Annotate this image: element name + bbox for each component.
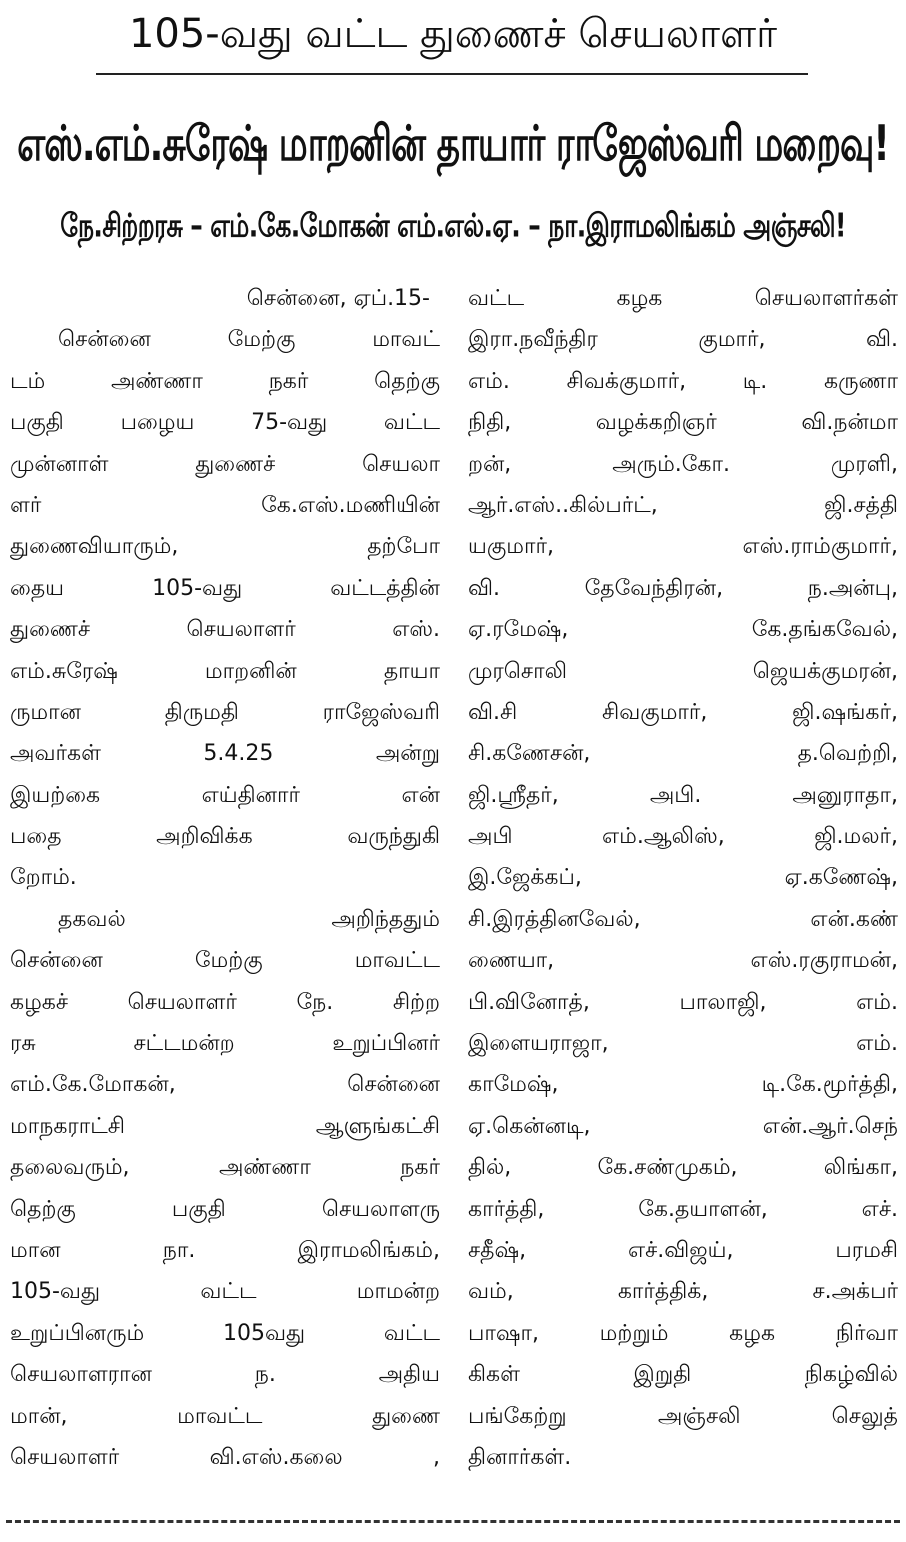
text-line: பதை அறிவிக்க வருந்துகி bbox=[10, 824, 440, 850]
text-line: சென்னை மேற்கு மாவட்ட bbox=[10, 948, 440, 974]
text-line: அபி எம்.ஆலிஸ், ஜி.மலர், bbox=[468, 824, 898, 850]
text-line: றோம். bbox=[10, 865, 77, 891]
text-line: ஏ.கென்னடி, என்.ஆர்.செந் bbox=[468, 1113, 898, 1139]
text-line: அவர்கள் 5.4.25 அன்று bbox=[10, 741, 440, 767]
text-line: மான நா. இராமலிங்கம், bbox=[10, 1237, 440, 1263]
right-column bbox=[468, 278, 898, 1478]
text-line: வி. தேவேந்திரன், ந.அன்பு, bbox=[468, 575, 898, 601]
text-line: வம், கார்த்திக், ச.அக்பர் bbox=[468, 1279, 898, 1305]
text-line: டம் அண்ணா நகர் தெற்கு bbox=[10, 368, 440, 394]
bottom-dashed-divider bbox=[6, 1520, 900, 1523]
text-line: வட்ட கழக செயலாளர்கள் bbox=[468, 286, 898, 311]
text-line: இரா.நவீந்திர குமார், வி. bbox=[468, 327, 898, 353]
text-line: எம். சிவக்குமார், டி. கருணா bbox=[468, 368, 898, 394]
text-line: ரசு சட்டமன்ற உறுப்பினர் bbox=[10, 1031, 440, 1057]
text-line: துணைச் செயலாளர் எஸ். bbox=[10, 617, 440, 643]
text-line: காமேஷ், டி.கே.மூர்த்தி, bbox=[468, 1072, 898, 1098]
text-line: துணைவியாரும், தற்போ bbox=[10, 534, 440, 560]
text-line: தெற்கு பகுதி செயலாளரு bbox=[10, 1196, 440, 1222]
text-line: சதீஷ், எச்.விஜய், பரமசி bbox=[468, 1237, 898, 1263]
text-line: றன், அரும்.கோ. முரளி, bbox=[468, 451, 898, 477]
text-line: தினார்கள். bbox=[468, 1444, 572, 1470]
text-line: உறுப்பினரும் 105வது வட்ட bbox=[10, 1320, 440, 1346]
text-line: வி.சி சிவகுமார், ஜி.ஷங்கர், bbox=[468, 699, 898, 725]
text-line: ஏ.ரமேஷ், கே.தங்கவேல், bbox=[468, 617, 898, 643]
kicker-line: 105-வது வட்ட துணைச் செயலாளர் bbox=[128, 11, 778, 57]
text-line: செயலாளரான ந. அதிய bbox=[10, 1362, 440, 1388]
text-line: எம்.சுரேஷ் மாறனின் தாயா bbox=[10, 658, 440, 684]
text-line: இளையராஜா, எம். bbox=[468, 1031, 898, 1057]
text-line: யகுமார், எஸ்.ராம்குமார், bbox=[468, 534, 898, 560]
text-line: ருமான திருமதி ராஜேஸ்வரி bbox=[10, 699, 440, 725]
text-line: பி.வினோத், பாலாஜி, எம். bbox=[468, 989, 898, 1015]
text-line: மாநகராட்சி ஆளுங்கட்சி bbox=[10, 1113, 440, 1139]
text-line: இ.ஜேக்கப், ஏ.கணேஷ், bbox=[468, 865, 898, 891]
text-line: முரசொலி ஜெயக்குமரன், bbox=[468, 658, 898, 684]
text-line: கழகச் செயலாளர் நே. சிற்ற bbox=[10, 989, 440, 1015]
text-line: பங்கேற்று அஞ்சலி செலுத் bbox=[468, 1403, 898, 1429]
text-line: பாஷா, மற்றும் கழக நிர்வா bbox=[468, 1320, 898, 1346]
text-line: 105-வது வட்ட மாமன்ற bbox=[10, 1279, 440, 1305]
text-line: கிகள் இறுதி நிகழ்வில் bbox=[468, 1362, 898, 1388]
text-line: தில், கே.சண்முகம், லிங்கா, bbox=[468, 1155, 898, 1181]
text-line: தகவல் அறிந்ததும் bbox=[58, 906, 440, 932]
text-line: தலைவரும், அண்ணா நகர் bbox=[10, 1155, 440, 1181]
text-line: கார்த்தி, கே.தயாளன், எச். bbox=[468, 1196, 898, 1222]
subheadline: நே.சிற்றரசு – எம்.கே.மோகன் எம்.எல்.ஏ. – நா.இராமலிங்கம் அஞ்சலி! bbox=[60, 206, 846, 245]
text-line: நிதி, வழக்கறிஞர் வி.நன்மா bbox=[468, 410, 898, 436]
text-line: ஜி.ஸ்ரீதர், அபி. அனுராதா, bbox=[468, 782, 898, 808]
headline: எஸ்.எம்.சுரேஷ் மாறனின் தாயார் ராஜேஸ்வரி மறைவு! bbox=[17, 116, 889, 173]
text-line: சி.இரத்தினவேல், என்.கண் bbox=[468, 906, 898, 932]
text-line: சென்னை மேற்கு மாவட் bbox=[58, 327, 440, 353]
text-line: ளர் கே.எஸ்.மணியின் bbox=[10, 492, 440, 518]
text-line: சென்னை, ஏப்.15- bbox=[246, 286, 430, 311]
kicker-rule bbox=[96, 73, 808, 75]
text-line: செயலாளர் வி.எஸ்.கலை , bbox=[10, 1444, 440, 1470]
left-column bbox=[10, 278, 440, 1478]
text-line: எம்.கே.மோகன், சென்னை bbox=[10, 1072, 440, 1098]
text-line: இயற்கை எய்தினார் என் bbox=[10, 782, 440, 808]
text-line: பகுதி பழைய 75-வது வட்ட bbox=[10, 410, 440, 436]
text-line: ணையா, எஸ்.ரகுராமன், bbox=[468, 948, 898, 974]
text-line: முன்னாள் துணைச் செயலா bbox=[10, 451, 440, 477]
text-line: ஆர்.எஸ்..கில்பர்ட், ஜி.சத்தி bbox=[468, 492, 898, 518]
text-line: சி.கணேசன், த.வெற்றி, bbox=[468, 741, 898, 767]
text-line: மான், மாவட்ட துணை bbox=[10, 1403, 440, 1429]
text-line: தைய 105-வது வட்டத்தின் bbox=[10, 575, 440, 601]
